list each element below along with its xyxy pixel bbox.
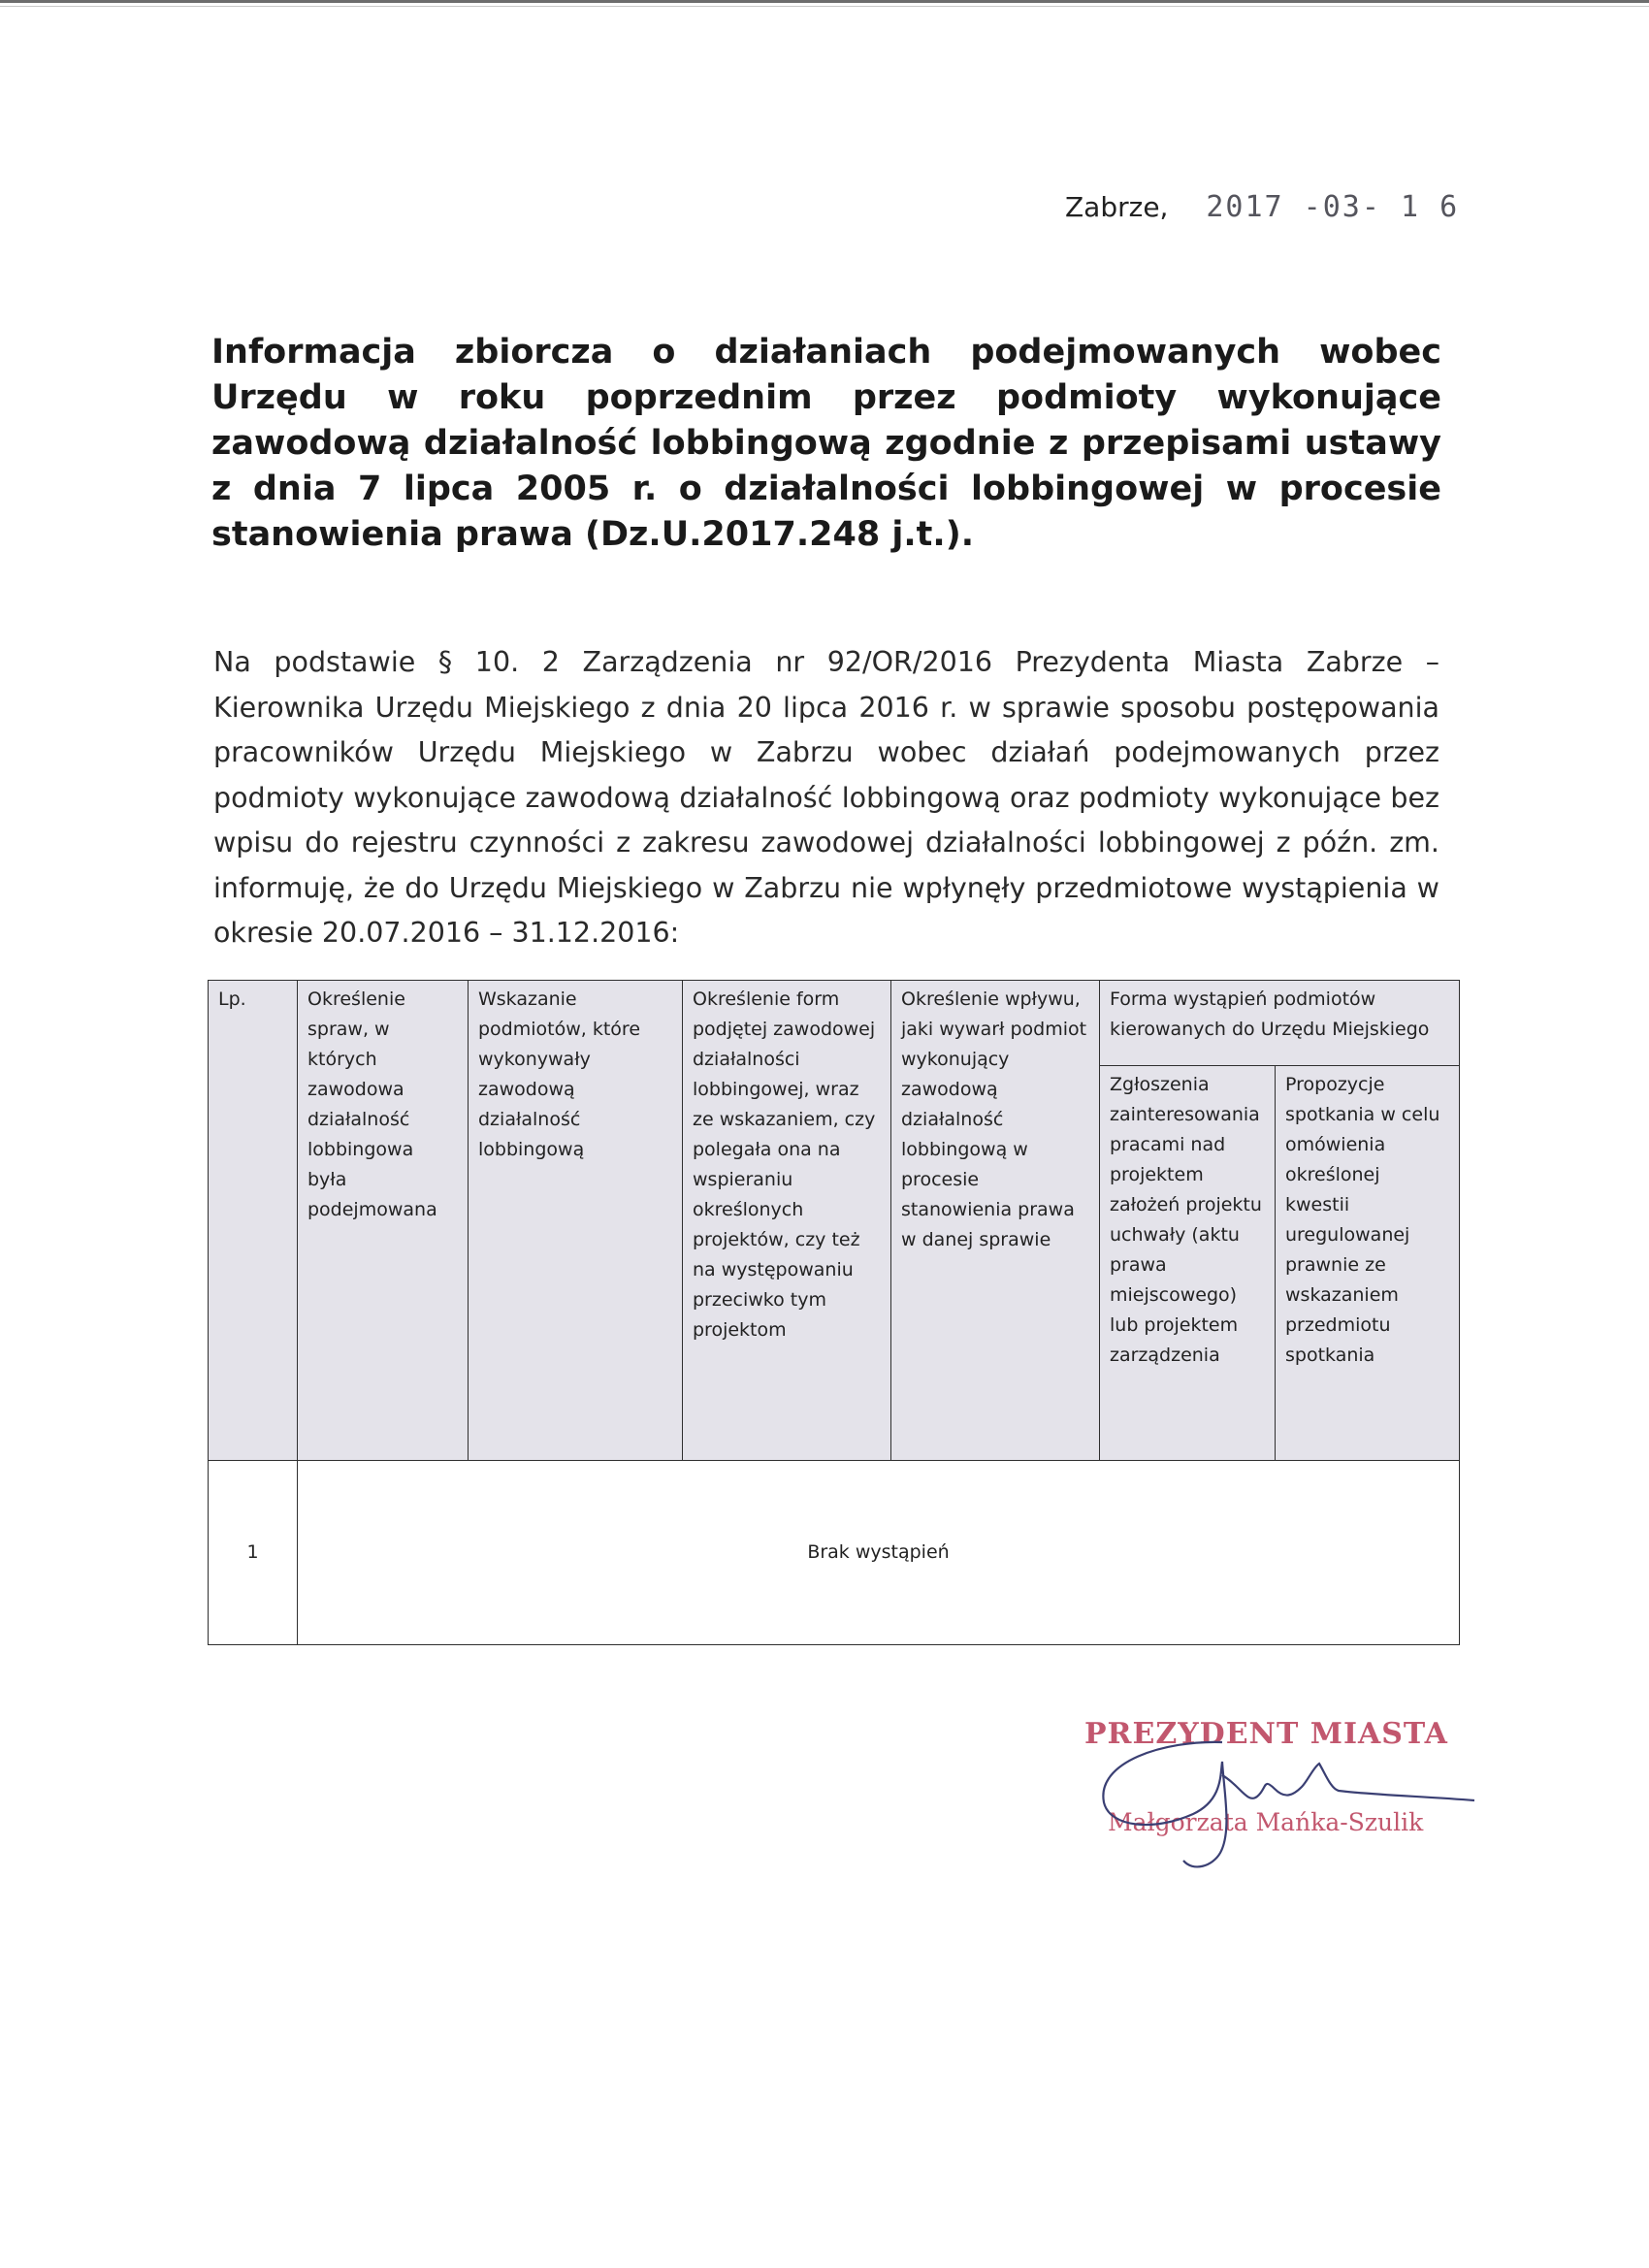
date-stamp: 2017 -03- 1 6 [1206,190,1460,224]
scan-edge-top [0,0,1649,3]
header-formy: Określenie form podjętej zawodowej działalności lobbingowej, wraz ze wskazaniem, czy polegała ona na wspieraniu określonych projektów, czy też na występowaniu przeciwko tym projektom [683,981,891,1461]
signature-stamp [1077,1707,1484,1882]
document-title: Informacja zbiorcza o działaniach podejmowanych wobec Urzędu w roku poprzednim przez podmioty wykonujące zawodową działalność lobbingową zgodnie z przepisami ustawy z dnia 7 lipca 2005 r. o działalności lobbingowej w procesie stanowienia prawa (Dz.U.2017.248 j.t.). [211,333,1441,554]
header-sprawy: Określenie spraw, w których zawodowa działalność lobbingowa była podejmowana [298,981,469,1461]
body-paragraph: Na podstawie § 10. 2 Zarządzenia nr 92/OR/2016 Prezydenta Miasta Zabrze – Kierownika Urzędu Miejskiego z dnia 20 lipca 2016 r. w sprawie sposobu postępowania pracowników Urzędu Miejskiego w Zabrzu wobec działań podejmowanych przez podmioty wykonujące zawodową działalność lobbingową oraz podmioty wykonujące bez wpisu do rejestru czynności z zakresu zawodowej działalności lobbingowej z późn. zm. informuję, że do Urzędu Miejskiego w Zabrzu nie wpłynęły przedmiotowe wystąpienia w okresie 20.07.2016 – 31.12.2016: [213,646,1439,949]
row-lp: 1 [209,1461,298,1645]
header-podmioty: Wskazanie podmiotów, które wykonywały zawodową działalność lobbingową [469,981,683,1461]
table-header-row [209,981,1460,1066]
city-label: Zabrze, [1065,191,1169,223]
header-forma-wystapien: Forma wystąpień podmiotów kierowanych do Urzędu Miejskiego [1100,981,1460,1066]
signature-title: PREZYDENT MIASTA [1084,1717,1448,1751]
table-row [209,1461,1460,1645]
handwritten-signature [1077,1707,1484,1882]
signature-name: Małgorzata Mańka-Szulik [1108,1808,1424,1836]
date-line [1065,190,1459,224]
row-content: Brak wystąpień [298,1461,1460,1645]
header-lp: Lp. [209,981,298,1461]
header-propozycje: Propozycje spotkania w celu omówienia określonej kwestii uregulowanej prawnie ze wskazaniem przedmiotu spotkania [1276,1065,1460,1461]
header-zgloszenia: Zgłoszenia zainteresowania pracami nad projektem założeń projektu uchwały (aktu prawa miejscowego) lub projektem zarządzenia [1100,1065,1276,1461]
header-wplyw: Określenie wpływu, jaki wywarł podmiot wykonujący zawodową działalność lobbingową w procesie stanowienia prawa w danej sprawie [891,981,1100,1461]
lobbying-table [208,980,1460,1645]
scan-edge-line [0,6,1649,7]
